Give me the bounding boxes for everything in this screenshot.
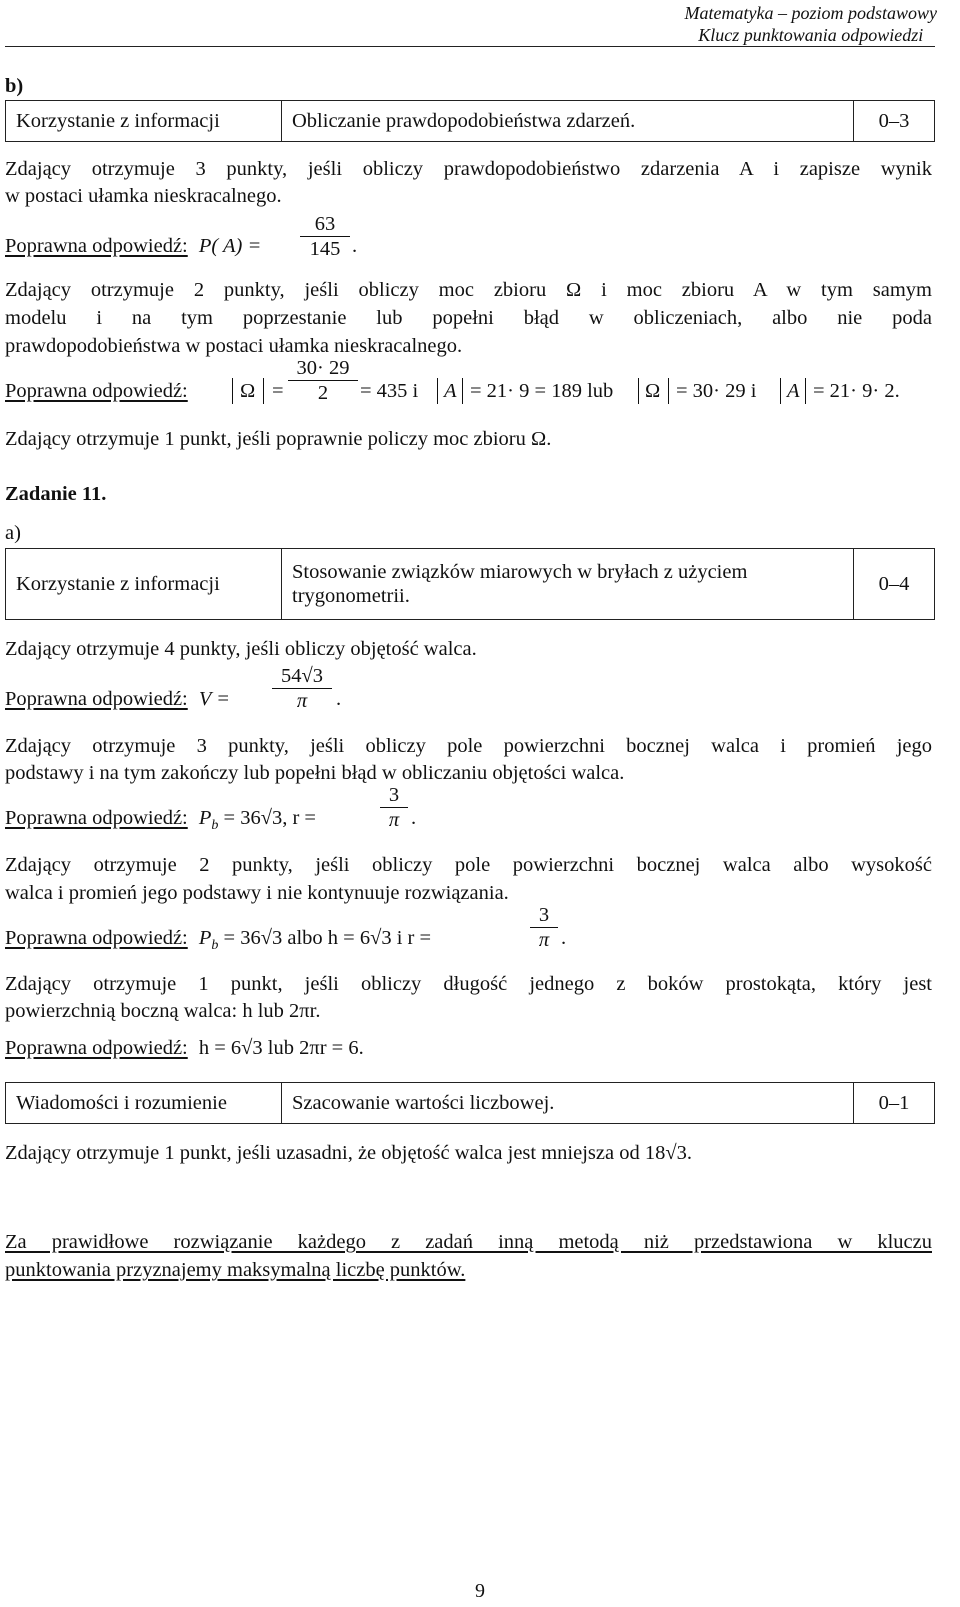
a-ans4-fraction (272, 664, 332, 713)
a-ans3-den: π (388, 809, 400, 831)
answer-label: Poprawna odpowiedź: (5, 807, 188, 829)
a-ans3-fraction (380, 783, 408, 832)
b-answer2-label (5, 378, 188, 404)
pb-subscript: b (211, 938, 219, 954)
a2-1pt-line: Zdający otrzymuje 1 punkt, jeśli uzasadni, że objętość walca jest mniejsza od 18√3. (5, 1142, 692, 1164)
b-ans3-lhs: P( A) = (198, 235, 262, 257)
a-2pt-line2: walca i promień jego podstawy i nie kontynuuje rozwiązania. (5, 882, 509, 904)
b-ans2-o2-rest: = 30· 29 i (676, 380, 757, 402)
header-title: Matematyka – poziom podstawowy (684, 3, 937, 23)
period: . (411, 807, 417, 829)
criteria-area: Korzystanie z informacji (6, 101, 282, 142)
b-ans2-num: 30· 29 (296, 357, 350, 379)
a-answer3 (5, 805, 316, 839)
answer-label: Poprawna odpowiedź: (5, 688, 188, 710)
pb-symbol: P (198, 927, 212, 949)
period: . (352, 235, 358, 257)
a-ans2-rest: = 36√3 albo h = 6√3 i r = (223, 927, 432, 949)
a-ans3-rest: = 36√3, r = (223, 807, 316, 829)
set-a: A (444, 380, 457, 402)
b-ans2-fraction (288, 356, 358, 405)
page-header (0, 2, 935, 46)
a-ans4-lhs: V = (198, 688, 230, 710)
b-ans2-a2-rest: = 21· 9· 2. (813, 380, 900, 402)
b-3pt-line2: w postaci ułamka nieskracalnego. (5, 185, 282, 207)
a-ans2-den: π (538, 929, 550, 951)
part-b-label: b) (5, 75, 24, 97)
a-ans2-num: 3 (538, 904, 550, 926)
criteria-area: Korzystanie z informacji (6, 549, 282, 620)
abs-bar (437, 378, 438, 404)
criteria-table-a (5, 548, 935, 620)
a-ans3-num: 3 (388, 784, 400, 806)
answer-label: Poprawna odpowiedź: (5, 380, 188, 402)
b-ans2-rest: = 435 i (360, 380, 419, 402)
period: . (336, 688, 342, 710)
pb-symbol: P (198, 807, 212, 829)
a-3pt-line1: Zdający otrzymuje 3 punkty, jeśli obliczy pole powierzchni bocznej walca i promień jego (5, 735, 932, 757)
pb-subscript: b (211, 818, 219, 834)
abs-bar (263, 378, 264, 404)
criteria-skill-line1: Stosowanie związków miarowych w bryłach z użyciem (292, 561, 748, 583)
abs-bar (638, 378, 639, 404)
criteria-table-b (5, 100, 935, 142)
criteria-skill: Obliczanie prawdopodobieństwa zdarzeń. (282, 101, 854, 142)
answer-label: Poprawna odpowiedź: (5, 1037, 188, 1059)
set-a: A (787, 380, 800, 402)
a-ans1-value: h = 6√3 lub 2πr = 6. (198, 1037, 364, 1059)
abs-bar (805, 378, 806, 404)
a-1pt-line1: Zdający otrzymuje 1 punkt, jeśli obliczy długość jednego z boków prostokąta, który jest (5, 973, 932, 995)
b-3pt-line1: Zdający otrzymuje 3 punkty, jeśli obliczy prawdopodobieństwo zdarzenia A i zapisze wynik (5, 158, 932, 180)
abs-bar (668, 378, 669, 404)
header-subtitle: Klucz punktowania odpowiedzi (698, 25, 924, 45)
criteria-skill (282, 549, 854, 620)
criteria-skill: Szacowanie wartości liczbowej. (282, 1083, 854, 1124)
footer-note-line1: Za prawidłowe rozwiązanie każdego z zadań inną metodą niż przedstawiona w kluczu (5, 1231, 932, 1253)
a-ans4-num: 54√3 (280, 665, 323, 687)
task-title: Zadanie 11. (5, 483, 107, 505)
b-1pt-line: Zdający otrzymuje 1 punkt, jeśli poprawnie policzy moc zbioru Ω. (5, 428, 552, 450)
criteria-table-a2 (5, 1082, 935, 1124)
a-ans4-den: π (296, 690, 308, 712)
page-number: 9 (475, 1580, 485, 1602)
part-a-label: a) (5, 522, 21, 544)
abs-bar (462, 378, 463, 404)
abs-bar (232, 378, 233, 404)
header-rule (5, 46, 935, 47)
b-answer3 (5, 233, 261, 259)
period: . (561, 927, 567, 949)
answer-label: Poprawna odpowiedź: (5, 235, 188, 257)
a-3pt-line2: podstawy i na tym zakończy lub popełni błąd w obliczaniu objętości walca. (5, 762, 625, 784)
a-answer1 (5, 1035, 364, 1061)
criteria-area: Wiadomości i rozumienie (6, 1083, 282, 1124)
b-ans2-a-rest: = 21· 9 = 189 lub (470, 380, 614, 402)
equals: = (272, 380, 284, 402)
b-ans3-fraction (300, 212, 350, 261)
abs-bar (780, 378, 781, 404)
criteria-skill-line2: trygonometrii. (292, 585, 410, 607)
b-ans3-den: 145 (309, 238, 341, 260)
b-ans3-num: 63 (314, 213, 336, 235)
a-2pt-line1: Zdający otrzymuje 2 punkty, jeśli obliczy pole powierzchni bocznej walca albo wysokość (5, 854, 932, 876)
a-ans2-fraction (530, 903, 558, 952)
b-ans2-den: 2 (317, 382, 329, 404)
footer-note-line2: punktowania przyznajemy maksymalną liczbę punktów. (5, 1259, 466, 1281)
omega-symbol: Ω (240, 380, 256, 402)
b-2pt-line1: Zdający otrzymuje 2 punkty, jeśli obliczy moc zbioru Ω i moc zbioru A w tym samym (5, 279, 932, 301)
a-answer4 (5, 686, 230, 712)
b-2pt-line3: prawdopodobieństwa w postaci ułamka nieskracalnego. (5, 335, 463, 357)
omega-symbol: Ω (645, 380, 661, 402)
answer-label: Poprawna odpowiedź: (5, 927, 188, 949)
a-1pt-line2: powierzchnią boczną walca: h lub 2πr. (5, 1000, 321, 1022)
criteria-points: 0–4 (854, 549, 935, 620)
a-answer2 (5, 925, 431, 959)
a-4pt-line: Zdający otrzymuje 4 punkty, jeśli obliczy objętość walca. (5, 638, 477, 660)
criteria-points: 0–1 (854, 1083, 935, 1124)
criteria-points: 0–3 (854, 101, 935, 142)
b-2pt-line2: modelu i na tym poprzestanie lub popełni błąd w obliczeniach, albo nie poda (5, 307, 932, 329)
